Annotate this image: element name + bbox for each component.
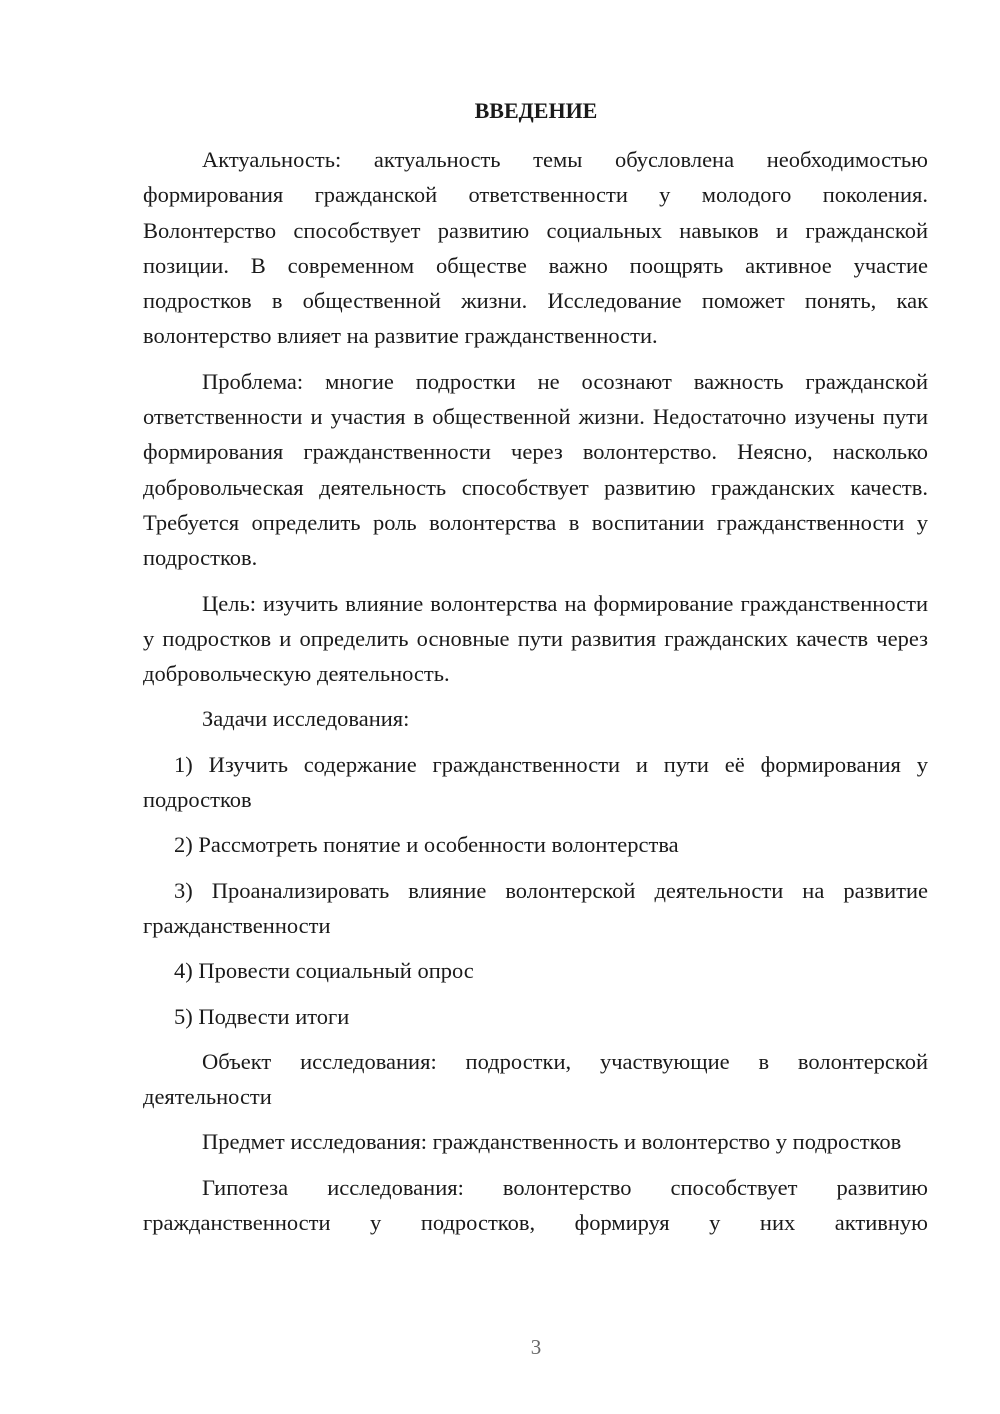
task-item-3: 3) Проанализировать влияние волонтерской деятельности на развитие гражданственности	[143, 877, 928, 938]
body-text	[143, 142, 928, 1240]
task-item-2: 2) Рассмотреть понятие и особенности волонтерства	[174, 832, 679, 858]
task-item-1: 1) Изучить содержание гражданственности и пути её формирования у подростков	[143, 751, 928, 813]
subject-paragraph: Предмет исследования: гражданственность и волонтерство у подростков	[202, 1129, 902, 1155]
hypothesis-paragraph: Гипотеза исследования: волонтерство способствует развитию гражданственности у подростков, формируя у них активную	[143, 1174, 928, 1236]
relevance-paragraph: Актуальность: актуальность темы обусловлена необходимостью формирования гражданской ответственности у молодого поколения. Волонтерство способствует развитию социальных навыков и гражданской позиции. В современном обществе важно поощрять активное участие подростков в общественной жизни. Исследование поможет понять, как волонтерство влияет на развитие гражданственности.	[143, 147, 928, 349]
section-heading: ВВЕДЕНИЕ	[474, 98, 598, 123]
task-item-5: 5) Подвести итоги	[174, 1003, 350, 1029]
page-number: 3	[530, 1335, 542, 1359]
task-item-4: 4) Провести социальный опрос	[174, 958, 474, 984]
tasks-title: Задачи исследования:	[202, 706, 410, 732]
object-paragraph: Объект исследования: подростки, участвующие в волонтерской деятельности	[143, 1048, 928, 1110]
goal-paragraph: Цель: изучить влияние волонтерства на формирование гражданственности у подростков и определить основные пути развития гражданских качеств через добровольческую деятельность.	[143, 590, 928, 687]
problem-paragraph: Проблема: многие подростки не осознают важность гражданской ответственности и участия в общественной жизни. Недостаточно изучены пути формирования гражданственности через волонтерство. Неясно, насколько добровольческая деятельность способствует развитию гражданских качеств. Требуется определить роль волонтерства в воспитании гражданственности у подростков.	[143, 368, 928, 571]
